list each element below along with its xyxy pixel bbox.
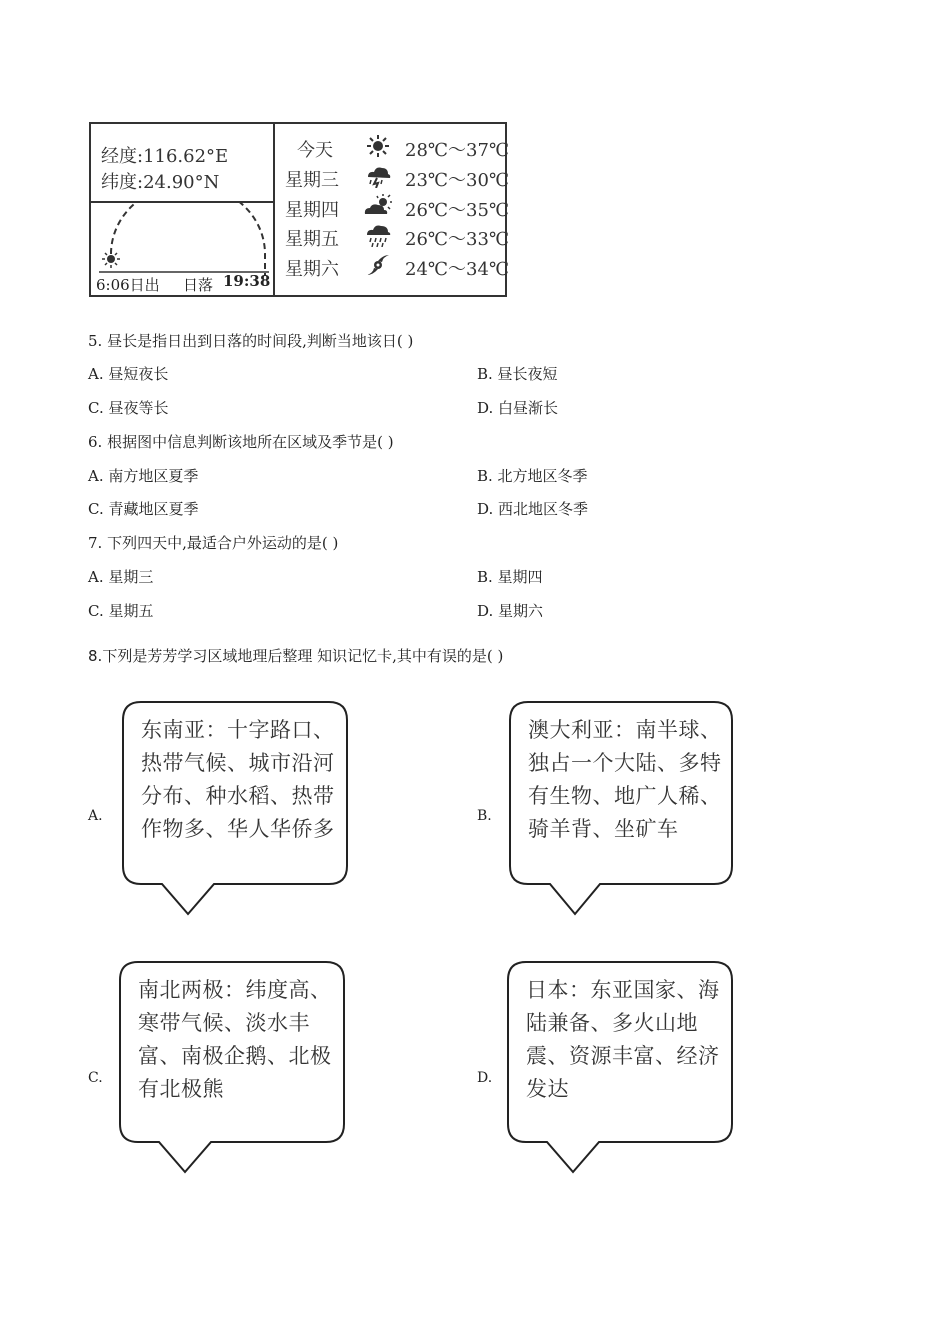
- q5-option-b[interactable]: B. 昼长夜短: [477, 365, 558, 383]
- longitude-label: 经度:116.62°E: [101, 146, 229, 167]
- q7-option-b[interactable]: B. 星期四: [477, 568, 543, 586]
- q6-option-d[interactable]: D. 西北地区冬季: [477, 500, 589, 518]
- question-8-number: 8.: [88, 647, 103, 665]
- q5-option-a[interactable]: A. 昼短夜长: [88, 365, 169, 383]
- q5-option-c[interactable]: C. 昼夜等长: [88, 399, 169, 417]
- forecast-temp: 24℃～34℃: [405, 259, 510, 280]
- forecast-day: 星期三: [285, 170, 339, 191]
- forecast-day: 星期四: [285, 200, 339, 221]
- sun-path-arc: [111, 202, 265, 276]
- forecast-day: 星期六: [285, 259, 339, 280]
- card-b-text: 澳大利亚：南半球、独占一个大陆、多特有生物、地广人稀、骑羊背、坐矿车: [528, 718, 722, 841]
- q7-option-a[interactable]: A. 星期三: [88, 568, 154, 586]
- forecast-temp: 26℃～33℃: [405, 229, 510, 250]
- forecast-temp: 28℃～37℃: [405, 140, 510, 161]
- q8-card-a[interactable]: [121, 700, 349, 918]
- question-7-stem: 7. 下列四天中,最适合户外运动的是( ): [88, 534, 339, 552]
- q8-option-c-letter[interactable]: C.: [88, 1070, 103, 1086]
- divider-vertical: [273, 124, 275, 295]
- weather-figure: [89, 122, 510, 297]
- sunrise-label: 6:06日出: [96, 276, 160, 294]
- forecast-temp: 26℃～35℃: [405, 200, 510, 221]
- question-8-text: 下列是芳芳学习区域地理后整理 知识记忆卡,其中有误的是( ): [102, 647, 504, 665]
- q8-option-b-letter[interactable]: B.: [477, 808, 492, 824]
- q8-card-c[interactable]: [118, 960, 346, 1176]
- rain-icon: [363, 223, 393, 247]
- card-d-text: 日本：东亚国家、海陆兼备、多火山地震、资源丰富、经济发达: [526, 978, 720, 1101]
- q8-card-b[interactable]: [508, 700, 734, 918]
- thunderstorm-icon: [363, 164, 393, 188]
- card-a-text: 东南亚：十字路口、热带气候、城市沿河分布、种水稻、热带作物多、华人华侨多: [141, 718, 335, 841]
- sunrise-sun-icon: [102, 250, 120, 268]
- question-6-stem: 6. 根据图中信息判断该地所在区域及季节是( ): [88, 433, 394, 451]
- q8-option-a-letter[interactable]: A.: [88, 808, 103, 824]
- q6-option-b[interactable]: B. 北方地区冬季: [477, 467, 588, 485]
- sunset-label: 日落: [183, 276, 214, 294]
- q8-option-d-letter[interactable]: D.: [477, 1070, 493, 1086]
- forecast-day: 星期五: [285, 229, 339, 250]
- q5-option-d[interactable]: D. 白昼渐长: [477, 399, 559, 417]
- question-5-stem: 5. 昼长是指日出到日落的时间段,判断当地该日( ): [88, 332, 414, 350]
- forecast-temp: 23℃～30℃: [405, 170, 510, 191]
- question-8-stem: [88, 645, 503, 666]
- forecast-day: 今天: [297, 140, 333, 161]
- q8-card-d[interactable]: [506, 960, 734, 1176]
- sun-icon: [363, 134, 393, 158]
- q7-option-d[interactable]: D. 星期六: [477, 602, 544, 620]
- latitude-label: 纬度:24.90°N: [101, 172, 220, 193]
- q7-option-c[interactable]: C. 星期五: [88, 602, 154, 620]
- q6-option-c[interactable]: C. 青藏地区夏季: [88, 500, 199, 518]
- q6-option-a[interactable]: A. 南方地区夏季: [88, 467, 199, 485]
- card-c-text: 南北两极：纬度高、寒带气候、淡水丰富、南极企鹅、北极有北极熊: [138, 978, 332, 1101]
- sunset-time: 19:38: [223, 272, 271, 290]
- partly-cloudy-icon: [363, 194, 393, 218]
- typhoon-icon: [363, 253, 393, 277]
